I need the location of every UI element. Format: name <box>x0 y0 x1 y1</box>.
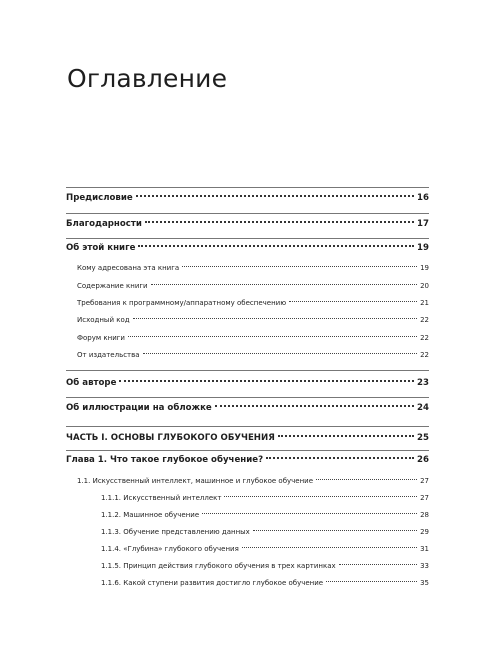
page-title: Оглавление <box>67 64 228 93</box>
divider <box>66 187 429 188</box>
toc-entry-page: 25 <box>417 433 429 443</box>
toc-entry-label: Об авторе <box>66 378 117 388</box>
toc-entry-label: Благодарности <box>66 219 142 229</box>
divider <box>66 426 429 427</box>
divider <box>66 370 429 371</box>
toc-entry <box>66 455 429 465</box>
dot-leader <box>136 195 414 197</box>
toc-entry-page: 31 <box>420 545 429 553</box>
dot-leader <box>133 318 417 319</box>
toc-entry-page: 19 <box>420 264 429 272</box>
toc-entry-page: 19 <box>417 243 429 253</box>
toc-entry-page: 17 <box>417 219 429 229</box>
dot-leader <box>266 457 414 459</box>
toc-entry-page: 27 <box>420 477 429 485</box>
toc-entry-page: 23 <box>417 378 429 388</box>
toc-entry-page: 22 <box>420 351 429 359</box>
divider <box>66 213 429 214</box>
toc-entry-page: 21 <box>420 299 429 307</box>
toc-entry-page: 20 <box>420 282 429 290</box>
toc-entry-label: Кому адресована эта книга <box>77 264 180 272</box>
toc-entry <box>66 433 429 443</box>
toc-entry <box>66 243 429 253</box>
toc-entry <box>77 477 429 485</box>
dot-leader <box>289 301 417 302</box>
toc-entry-page: 22 <box>420 334 429 342</box>
toc-entry <box>77 299 429 307</box>
toc-entry-page: 24 <box>417 403 429 413</box>
divider <box>66 397 429 398</box>
toc-entry <box>66 219 429 229</box>
toc-entry <box>101 579 429 587</box>
toc-entry <box>101 511 429 519</box>
dot-leader <box>138 245 414 247</box>
toc-entry <box>77 316 429 324</box>
toc-entry-label: От издательства <box>77 351 140 359</box>
toc-entry-label: Требования к программному/аппаратному обеспечению <box>77 299 287 307</box>
toc-entry <box>77 351 429 359</box>
toc-entry-page: 26 <box>417 455 429 465</box>
toc-entry-page: 27 <box>420 494 429 502</box>
divider <box>66 450 429 451</box>
dot-leader <box>224 496 417 497</box>
dot-leader <box>326 581 417 582</box>
toc-entry-label: 1.1.4. «Глубина» глубокого обучения <box>101 545 239 553</box>
dot-leader <box>143 353 418 354</box>
divider <box>66 238 429 239</box>
toc-entry <box>66 193 429 203</box>
toc-entry <box>66 403 429 413</box>
toc-entry-page: 22 <box>420 316 429 324</box>
toc-entry-page: 33 <box>420 562 429 570</box>
toc-entry-label: 1.1.5. Принцип действия глубокого обучения в трех картинках <box>101 562 336 570</box>
toc-entry-page: 16 <box>417 193 429 203</box>
toc-entry-label: 1.1.3. Обучение представлению данных <box>101 528 250 536</box>
toc-entry-label: Глава 1. Что такое глубокое обучение? <box>66 455 264 465</box>
dot-leader <box>278 435 414 437</box>
toc-entry <box>101 545 429 553</box>
toc-entry-label: Содержание книги <box>77 282 148 290</box>
dot-leader <box>215 405 414 407</box>
dot-leader <box>242 547 417 548</box>
toc-entry-label: 1.1. Искусственный интеллект, машинное и глубокое обучение <box>77 477 314 485</box>
dot-leader <box>253 530 417 531</box>
dot-leader <box>128 336 417 337</box>
toc-entry <box>77 282 429 290</box>
toc-entry-label: 1.1.2. Машинное обучение <box>101 511 200 519</box>
toc-entry <box>77 264 429 272</box>
toc-entry-page: 28 <box>420 511 429 519</box>
dot-leader <box>202 513 417 514</box>
dot-leader <box>316 479 417 480</box>
dot-leader <box>151 284 417 285</box>
toc-entry <box>77 334 429 342</box>
toc-entry-page: 29 <box>420 528 429 536</box>
toc-entry-label: Исходный код <box>77 316 130 324</box>
toc-entry-page: 35 <box>420 579 429 587</box>
toc-entry <box>101 528 429 536</box>
toc-entry-label: Форум книги <box>77 334 125 342</box>
toc-entry-label: Предисловие <box>66 193 133 203</box>
toc-entry-label: Об этой книге <box>66 243 136 253</box>
toc-entry <box>101 562 429 570</box>
toc-entry <box>66 378 429 388</box>
dot-leader <box>119 380 414 382</box>
toc-entry-label: ЧАСТЬ I. ОСНОВЫ ГЛУБОКОГО ОБУЧЕНИЯ <box>66 433 275 443</box>
dot-leader <box>182 266 417 267</box>
dot-leader <box>145 221 414 223</box>
toc-entry-label: 1.1.6. Какой ступени развития достигло глубокое обучение <box>101 579 324 587</box>
toc-entry-label: 1.1.1. Искусственный интеллект <box>101 494 222 502</box>
dot-leader <box>339 564 417 565</box>
toc-entry <box>101 494 429 502</box>
toc-entry-label: Об иллюстрации на обложке <box>66 403 212 413</box>
